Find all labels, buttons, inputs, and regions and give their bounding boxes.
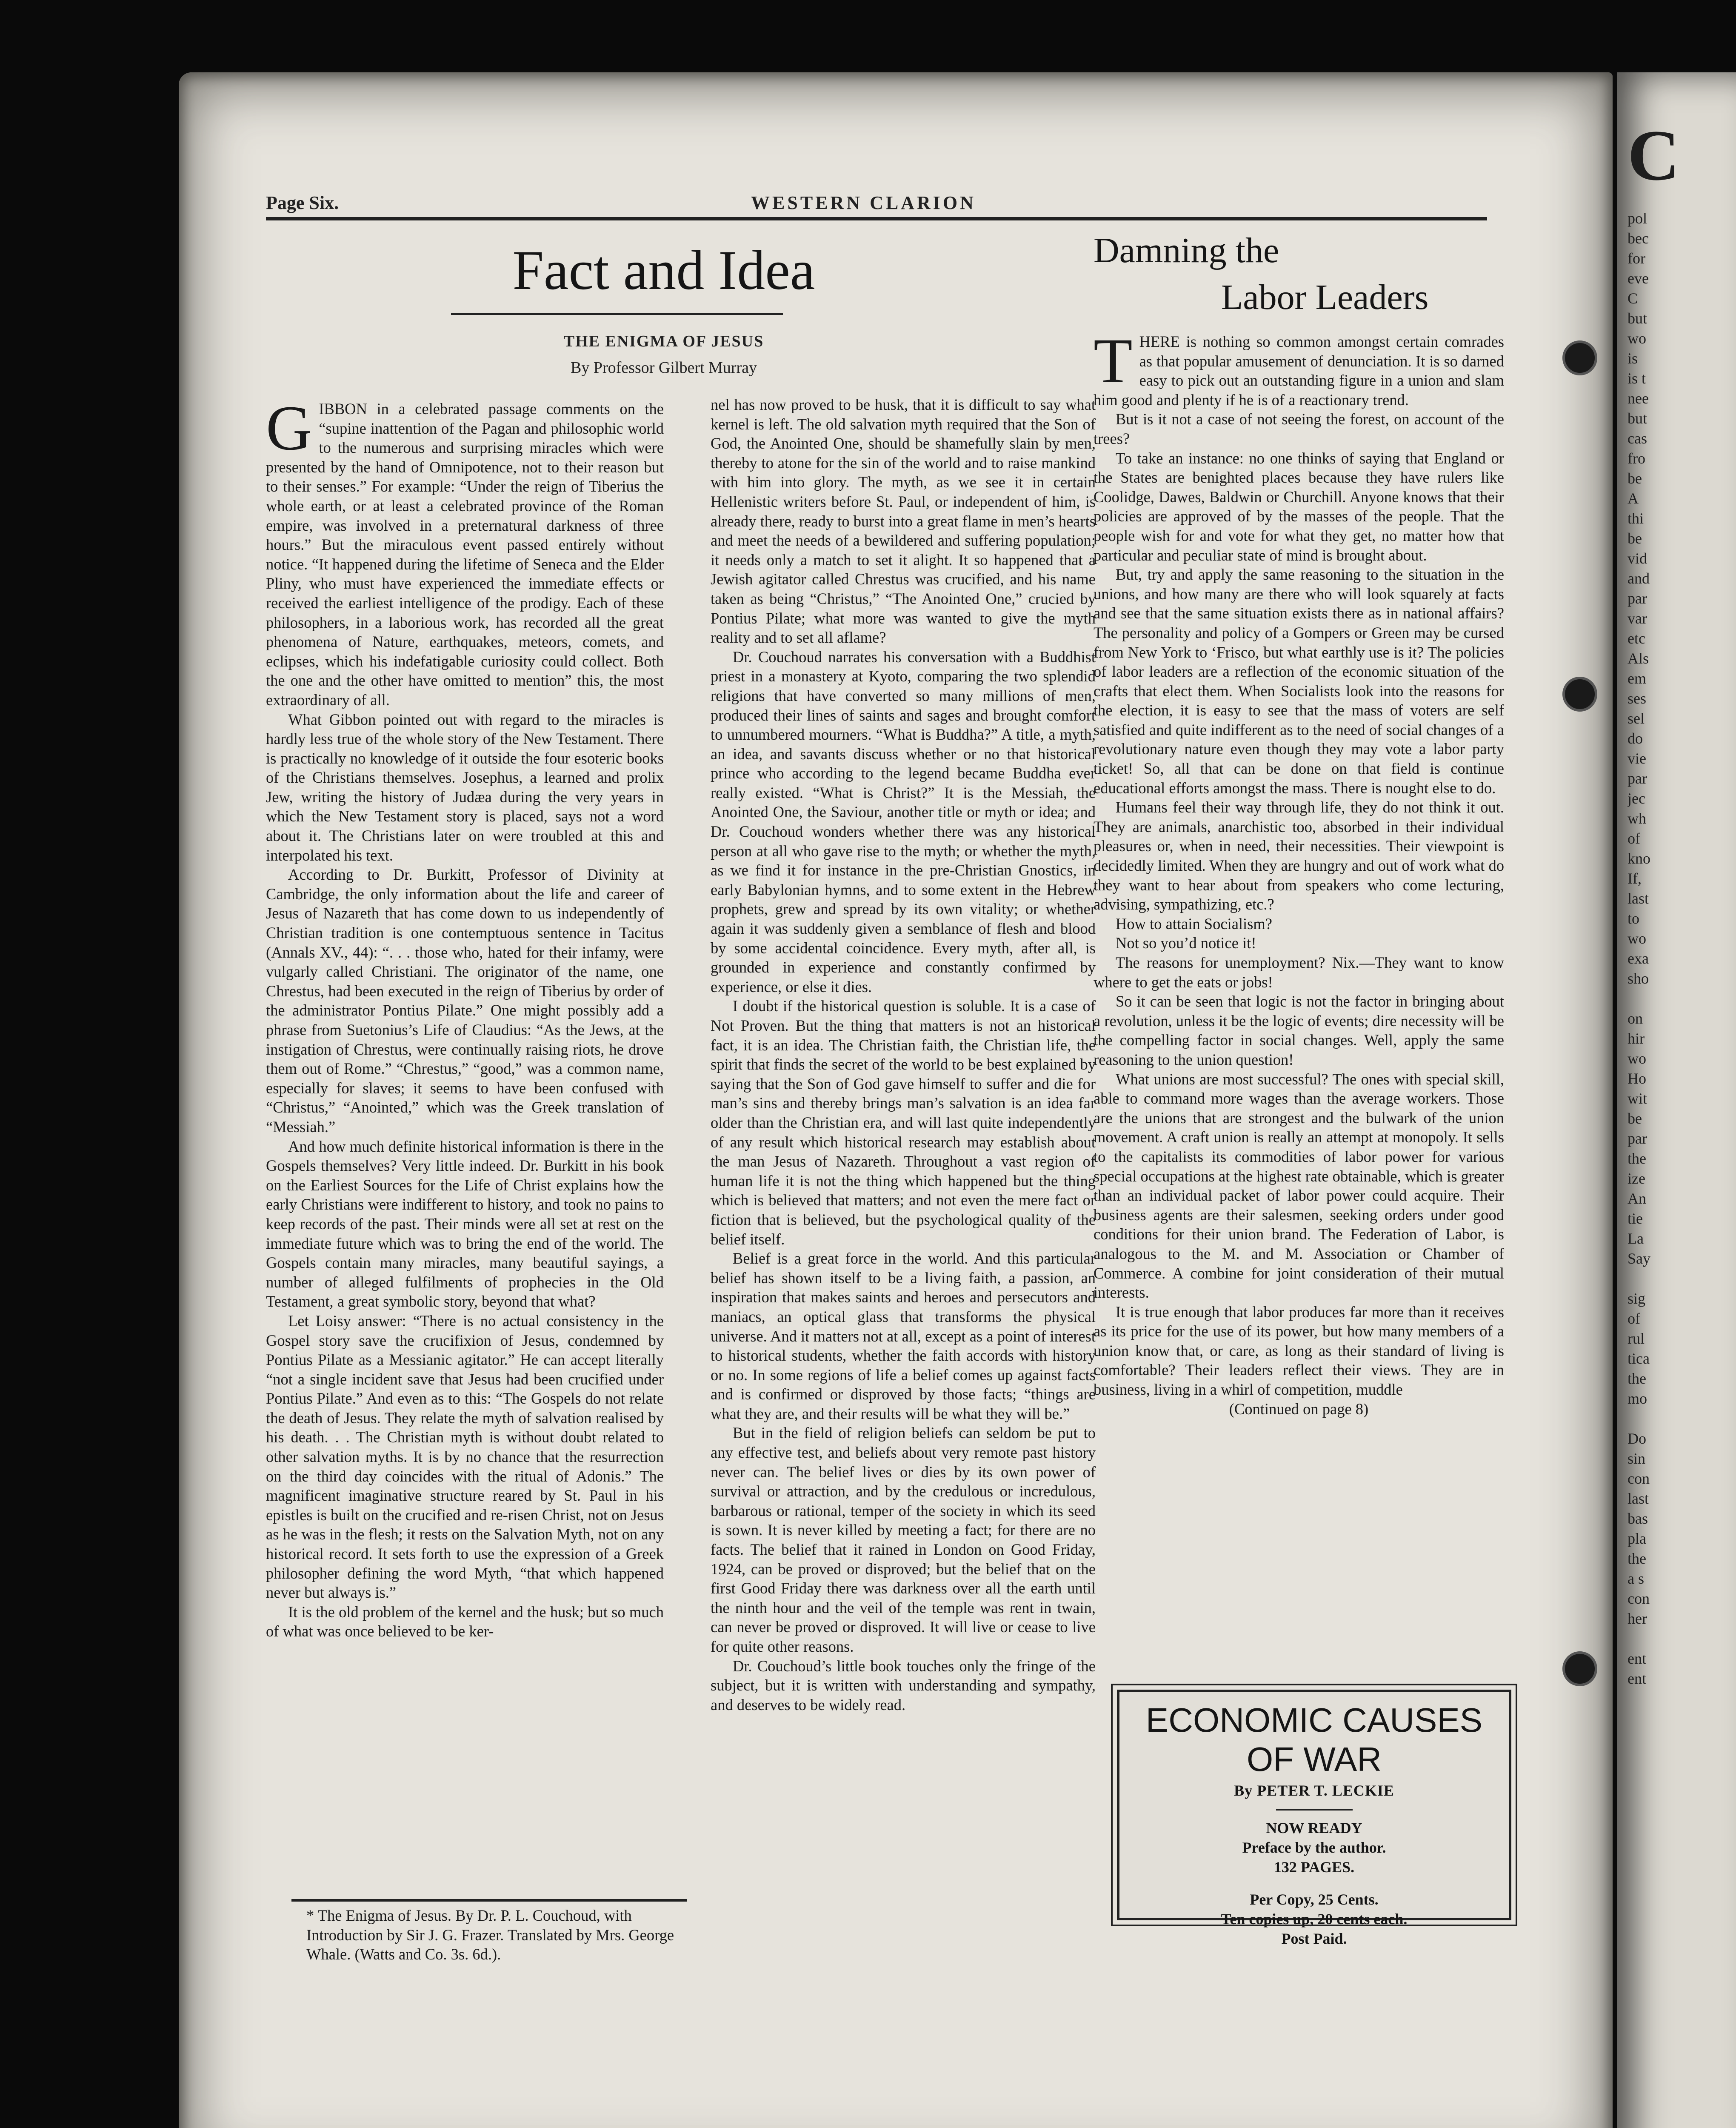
adjacent-text-fragment: be [1628,470,1642,487]
title-rule [451,313,783,315]
adjacent-text-fragment: par [1628,590,1647,607]
article-title: Fact and Idea [512,239,815,301]
paragraph: It is true enough that labor produces far more than it receives as its price for the use of its power, but how many members of a union know that, or care, as long as their standard of living is comfortable? Their leaders reflect their views. They are in business, living in a whirl of competition, muddle [1094,1303,1504,1399]
ad-title-line-2: OF WAR [1247,1740,1382,1778]
continued-note: (Continued on page 8) [1229,1400,1369,1418]
paragraph: Dr. Couchoud’s little book touches only the fringe of the subject, but it is written with understanding and sympathy, and deserves to be widely read. [711,1657,1096,1713]
adjacent-text-fragment: thi [1628,510,1644,527]
paragraph: But is it not a case of not seeing the forest, on account of the trees? [1094,410,1504,447]
paragraph: What Gibbon pointed out with regard to the miracles is hardly less true of the whole story of the New Testament. There is practically no knowledge of it outside the four esoteric books of the Christians themselves. Josephus, a learned and prolix Jew, writing the history of Judæa during the very years in which the New Testament story is placed, says not a word about it. The Christians later on were troubled at this and interpolated his text. [266,710,664,864]
adjacent-text-fragment: cas [1628,430,1647,447]
adjacent-text-fragment: the [1628,1550,1646,1567]
adjacent-text-fragment: ent [1628,1670,1646,1687]
adjacent-text-fragment: ses [1628,690,1646,707]
adjacent-text-fragment: is t [1628,370,1646,387]
paragraph: Belief is a great force in the world. And this particular belief has shown itself to be a living faith, a passion, an inspiration that makes saints and heroes and persecutors and maniacs, an optical glass that transforms the physical universe. And it matters not at all, except as a point of interest to historical students, whether the faith accords with history or no. In some regions of life a belief comes up against facts and is confirmed or disproved by those facts; “things are what they are, and their results will be what they will be.” [711,1250,1096,1422]
adjacent-text-fragment [1628,989,1736,1009]
adjacent-page-text [1628,119,1736,2077]
article-byline: By Professor Gilbert Murray [571,359,757,377]
adjacent-text-fragment: nee [1628,390,1649,407]
adjacent-text-fragment: Say [1628,1250,1650,1267]
adjacent-text-fragment: the [1628,1150,1646,1167]
paragraph: To take an instance: no one thinks of saying that England or the States are benighted places because they have rulers like Coolidge, Dawes, Baldwin or Churchill. Anyone knows that their policies are approved of by the masses of the people. That the people wish for and vote for what they get, no matter how that particular and peculiar state of mind is brought about. [1094,449,1504,564]
adjacent-text-fragment: ent [1628,1650,1646,1667]
paragraph: What unions are most successful? The ones with special skill, able to command more wages than the average workers. Those are the unions that are strongest and the bulwark of the union movement. A craft union is really an attempt at monopoly. It sells to the capitalists its commodities of labor power for various special occupations at the highest rate obtainable, which is greater than an individual packet of labor power could acquire. Their business agents are their salesmen, seeking orders under good conditions for their union brand. The Federation of Labor, is analogous to the M. and M. Association or Chamber of Commerce. A combine for joint consideration of their mutual interests. [1094,1070,1504,1301]
advertisement-box [1117,1690,1511,1947]
adjacent-text-fragment: to [1628,910,1640,927]
page-header [266,187,1487,220]
footnote-rule [291,1899,687,1902]
adjacent-text-fragment: tica [1628,1350,1650,1367]
adjacent-text-fragment: Do [1628,1430,1646,1447]
adjacent-text-fragment: last [1628,1490,1649,1507]
paragraph: But in the field of religion beliefs can seldom be put to any effective test, and beliefs about very remote past history never can. The belief lives or dies by its own power of survival or attraction, and by the credulous or incredulous, barbarous or rational, temper of the society in which its seed is sown. It is never killed by meeting a fact; for there are no facts. The belief that it rained in London on Good Friday, 1924, can be proved or disproved; but the belief that on the first Good Friday there was darkness over all the earth until the ninth hour and the veil of the temple was rent in twain, can never be proved or disproved. It will live or cease to live for quite other reasons. [711,1424,1096,1655]
adjacent-text-fragment: wo [1628,330,1646,347]
paragraph: According to Dr. Burkitt, Professor of Divinity at Cambridge, the only information about the life and career of Jesus of Nazareth that has come down to us independently of Christian tradition is one contemptuous sentence in Tacitus (Annals XV., 44): “. . . those who, hated for their infamy, were vulgarly called Christiani. The originator of the name, one Chrestus, had been executed in the reign of Tiberius by order of the administrator Pontius Pilate.” One might possibly add a phrase from Suetonius’s Life of Claudius: “As the Jews, at the instigation of Chrestus, were continually raising riots, he drove them out of Rome.” “Chrestus,” “good,” was a common name, especially for slaves; it seems to have been confused with “Christus,” “Anointed,” which was the Greek translation of “Messiah.” [266,866,664,1136]
adjacent-text-fragment: her [1628,1610,1647,1627]
adjacent-text-fragment: vid [1628,550,1647,567]
adjacent-text-fragment: sig [1628,1290,1646,1307]
article-column-1 [266,393,664,1641]
ad-postage: Post Paid. [1281,1930,1347,1947]
adjacent-text-fragment: mo [1628,1390,1647,1407]
adjacent-text-fragment: jec [1628,790,1645,807]
adjacent-text-fragment: La [1628,1230,1644,1247]
binding-hole [1562,677,1597,712]
adjacent-text-fragment: An [1628,1190,1646,1207]
paragraph: GIBBON in a celebrated passage comments on the “supine inattention of the Pagan and philosophic world to the numerous and surprising miracles which were presented by the hand of Omnipotence, not to their reason but to their senses.” For example: “Under the reign of Tiberius the whole earth, or at least a celebrated province of the Roman empire, was involved in a preternatural darkness of three hours.” But the miraculous event passed entirely without notice. “It happened during the lifetime of Seneca and the Elder Pliny, who must have experienced the immediate effects or received the earliest intelligence of the prodigy. Each of these philosophers, in a laborious work, has recorded all the great phenomena of Nature, earthquakes, meteors, comets, and eclipses, which his indefatigable curiosity could collect. Both the one and the other have omitted to mention” this, the most extraordinary of all. [266,393,664,709]
drop-cap: T [1094,326,1133,396]
paragraph: But, try and apply the same reasoning to the situation in the unions, and how many are there who will look squarely at facts and see that the same situation exists there as in national affairs? The personality and policy of a Gompers or Green may be cursed from New York to ‘Frisco, but what earthly use is it? The policies of labor leaders are a reflection of the economic situation of the crafts that elect them. When Socialists look into the reasons for the election, it is easy to see that the mass of voters are self satisfied and quite indifferent as to the need of social changes of a revolutionary nature even though they may vote a labor party ticket! So, all that can be done on that field is continue educational efforts amongst the mass. There is nought else to do. [1094,566,1504,797]
article-title-line-2: Labor Leaders [1221,277,1429,317]
adjacent-text-fragment: Ho [1628,1070,1646,1087]
adjacent-text-fragment: sin [1628,1450,1646,1467]
paragraph: And how much definite historical information is there in the Gospels themselves? Very little indeed. Dr. Burkitt in his book on the Earliest Sources for the Life of Christ explains how the early Christians were indifferent to history, and took no pains to keep records of the past. Their minds were all set at rest on the immediate future which was to bring the end of the world. The Gospels contain many miracles, many beautiful sayings, a number of alleged fulfilments of prophecies in the Old Testament, a great symbolic story, beyond that what? [266,1137,664,1310]
adjacent-text-fragment: eve [1628,270,1649,287]
adjacent-text-fragment: em [1628,670,1646,687]
adjacent-text-fragment: a s [1628,1570,1644,1587]
ad-rule [1276,1809,1353,1811]
article-column-3 [1094,326,1504,1419]
adjacent-text-fragment: vie [1628,750,1646,767]
adjacent-text-fragment: on [1628,1010,1643,1027]
adjacent-text-fragment: par [1628,1130,1647,1147]
adjacent-text-fragment: A [1628,490,1639,507]
page-number: Page Six. [266,192,339,213]
article-subtitle: THE ENIGMA OF JESUS [563,332,764,350]
adjacent-text-fragment [1628,1629,1736,1649]
adjacent-text-fragment: the [1628,1370,1646,1387]
ad-title-line-1: ECONOMIC CAUSES [1145,1701,1483,1739]
paragraph: nel has now proved to be husk, that it is difficult to say what kernel is left. The old salvation myth required that the Son of God, the Anointed One, should be shamefully slain by men, thereby to atone for the sin of the world and to raise mankind with him into glory. The myth, as we see it in certain Hellenistic writers before St. Paul, or independent of him, is already there, ready to burst into a great flame in men’s hearts and meet the needs of a bewildered and suffering population; it needs only a match to set it alight. It so happened that a Jewish agitator called Chrestus was crucified, and his name taken as being “Christus,” “The Anointed One,” crucied by Pontius Pilate; what more was wanted to give the myth reality and to set all aflame? [711,396,1096,646]
paragraph: Not so you’d notice it! [1116,934,1256,952]
ad-bulk-price: Ten copies up, 20 cents each. [1221,1911,1408,1928]
drop-cap: G [266,393,312,463]
adjacent-text-fragment: con [1628,1470,1650,1487]
paragraph: Let Loisy answer: “There is no actual consistency in the Gospel story save the crucifixion of Jesus, condemned by Pontius Pilate as a Messianic agitator.” He can accept literally “not a single incident save that Jesus had been crucified under Pontius Pilate.” And even as to this: “The Gospels do not relate the death of Jesus. They relate the myth of salvation realised by his death. . . The Christian myth is without doubt related to other salvation myths. It is by no chance that the resurrection on the third day coincides with the ritual of Adonis.” The magnificent imaginative structure reared by St. Paul in his epistles is built on the crucified and re-risen Christ, not on Jesus as he was in the flesh; it rests on the Salvation Myth, not on any historical record. It sets forth to use the expression of a Greek philosopher defining the word Myth, “that which happened never but always is.” [266,1312,664,1602]
ad-preface: Preface by the author. [1242,1839,1386,1856]
adjacent-text-fragment: wh [1628,810,1646,827]
adjacent-text-fragment: If, [1628,870,1642,887]
footnote: * The Enigma of Jesus. By Dr. P. L. Couchoud, with Introduction by Sir J. G. Frazer. Translated by Mrs. George Whale. (Watts and Co. 3s. 6d.). [306,1907,674,1963]
adjacent-text-fragment: is [1628,350,1638,367]
ad-author: By PETER T. LECKIE [1234,1782,1394,1799]
adjacent-text-fragment: pol [1628,210,1647,227]
adjacent-text-fragment: wo [1628,930,1646,947]
adjacent-text-fragment: etc [1628,630,1645,647]
paragraph: The reasons for unemployment? Nix.—They want to know where to get the eats or jobs! [1094,954,1504,991]
paragraph: THERE is nothing so common amongst certain comrades as that popular amusement of denunciation. It is so darned easy to pick out an outstanding figure in a union and slam him good and plenty if he is of a reactionary trend. [1094,326,1504,409]
adjacent-text-fragment: fro [1628,450,1645,467]
paragraph: Dr. Couchoud narrates his conversation with a Buddhist priest in a monastery at Kyoto, comparing the two splendid religions that have converted so many millions of men, produced their lines of saints and sages and brought comfort to unnumbered mourners. “What is Buddha?” A title, a myth, an idea, and savants discuss whether or no that historical prince who according to the legend became Buddha ever really existed. “What is Christ?” It is the Messiah, the Anointed One, the Saviour, another title or myth or idea; and Dr. Couchoud wonders whether there was any historical person at all who gave rise to the myth; or whether the myth, as we find it for instance in the pre-Christian Gnostics, in early Babylonian hymns, and to some extent in the Hebrew prophets, grew and spread by its own vitality; or whether again it was suddenly given a semblance of flesh and blood by some accidental coincidence. Every myth, after all, is grounded in experience and constantly confirmed by experience, or else it dies. [711,648,1096,995]
adjacent-text-fragment: wo [1628,1050,1646,1067]
adjacent-text-fragment: but [1628,410,1647,427]
adjacent-text-fragment: var [1628,610,1647,627]
adjacent-text-fragment: pla [1628,1530,1646,1547]
adjacent-text-fragment: wit [1628,1090,1647,1107]
paragraph: I doubt if the historical question is soluble. It is a case of Not Proven. But the thing that matters is not an historical fact, it is an idea. The Christian faith, the Christian life, the spirit that finds the secret of the world to be best explained by saying that the Son of God gave himself to suffer and die for man’s sins and thereby brings man’s salvation is an idea far older than the Christian era, and will last quite independently of any result which historical research may establish about the man Jesus of Nazareth. Throughout a vast region of human life it is not the thing which happened but the thing which is believed that matters; and not even the mere fact or fiction that is believed, but the psychological quality of the belief itself. [711,997,1096,1248]
ad-status: NOW READY [1266,1819,1362,1836]
adjacent-text-fragment [1628,1409,1736,1429]
adjacent-text-fragment: bec [1628,230,1649,247]
article-column-2 [711,395,1096,1714]
adjacent-big-letter: C [1628,119,1680,195]
adjacent-text-fragment: of [1628,830,1640,847]
adjacent-text-fragment: con [1628,1590,1650,1607]
adjacent-text-fragment: be [1628,1110,1642,1127]
adjacent-text-fragment: kno [1628,850,1650,867]
adjacent-text-fragment: Als [1628,650,1649,667]
adjacent-text-fragment: tie [1628,1210,1643,1227]
adjacent-text-fragment: do [1628,730,1643,747]
ad-pages: 132 PAGES. [1273,1859,1355,1876]
adjacent-text-fragment: ize [1628,1170,1645,1187]
adjacent-text-fragment: last [1628,890,1649,907]
paragraph: Humans feel their way through life, they do not think it out. They are animals, anarchistic too, absorbed in their individual pleasures or, when in need, their necessities. Their viewpoint is decidedly limited. When they are hungry and out of work what do they want to hear about from speakers who come lecturing, advising, sympathizing, etc.? [1094,798,1504,913]
binding-hole [1562,340,1597,375]
adjacent-text-fragment: exa [1628,950,1649,967]
adjacent-text-fragment: sho [1628,970,1649,987]
adjacent-text-fragment [1628,1269,1736,1289]
adjacent-text-fragment: but [1628,310,1647,327]
adjacent-text-fragment: for [1628,250,1645,267]
adjacent-text-fragment: hir [1628,1030,1645,1047]
adjacent-text-fragment: C [1628,290,1638,307]
adjacent-text-fragment: par [1628,770,1647,787]
binding-hole [1562,1651,1597,1686]
adjacent-text-fragment: of [1628,1310,1640,1327]
paper-name: WESTERN CLARION [751,192,976,213]
adjacent-text-fragment: and [1628,570,1650,587]
paragraph: So it can be seen that logic is not the factor in bringing about a revolution, unless it be the logic of events; dire necessity will be the compelling factor in social changes. Well, apply the same reasoning to the union question! [1094,992,1504,1068]
adjacent-text-fragment: be [1628,530,1642,547]
article-title-line-1: Damning the [1094,231,1279,270]
adjacent-text-fragment: bas [1628,1510,1648,1527]
adjacent-text-fragment: rul [1628,1330,1645,1347]
paragraph: It is the old problem of the kernel and the husk; but so much of what was once believed to be ker- [266,1603,664,1640]
ad-price: Per Copy, 25 Cents. [1250,1891,1379,1908]
paragraph: How to attain Socialism? [1116,915,1272,932]
adjacent-text-fragment: sel [1628,710,1645,727]
